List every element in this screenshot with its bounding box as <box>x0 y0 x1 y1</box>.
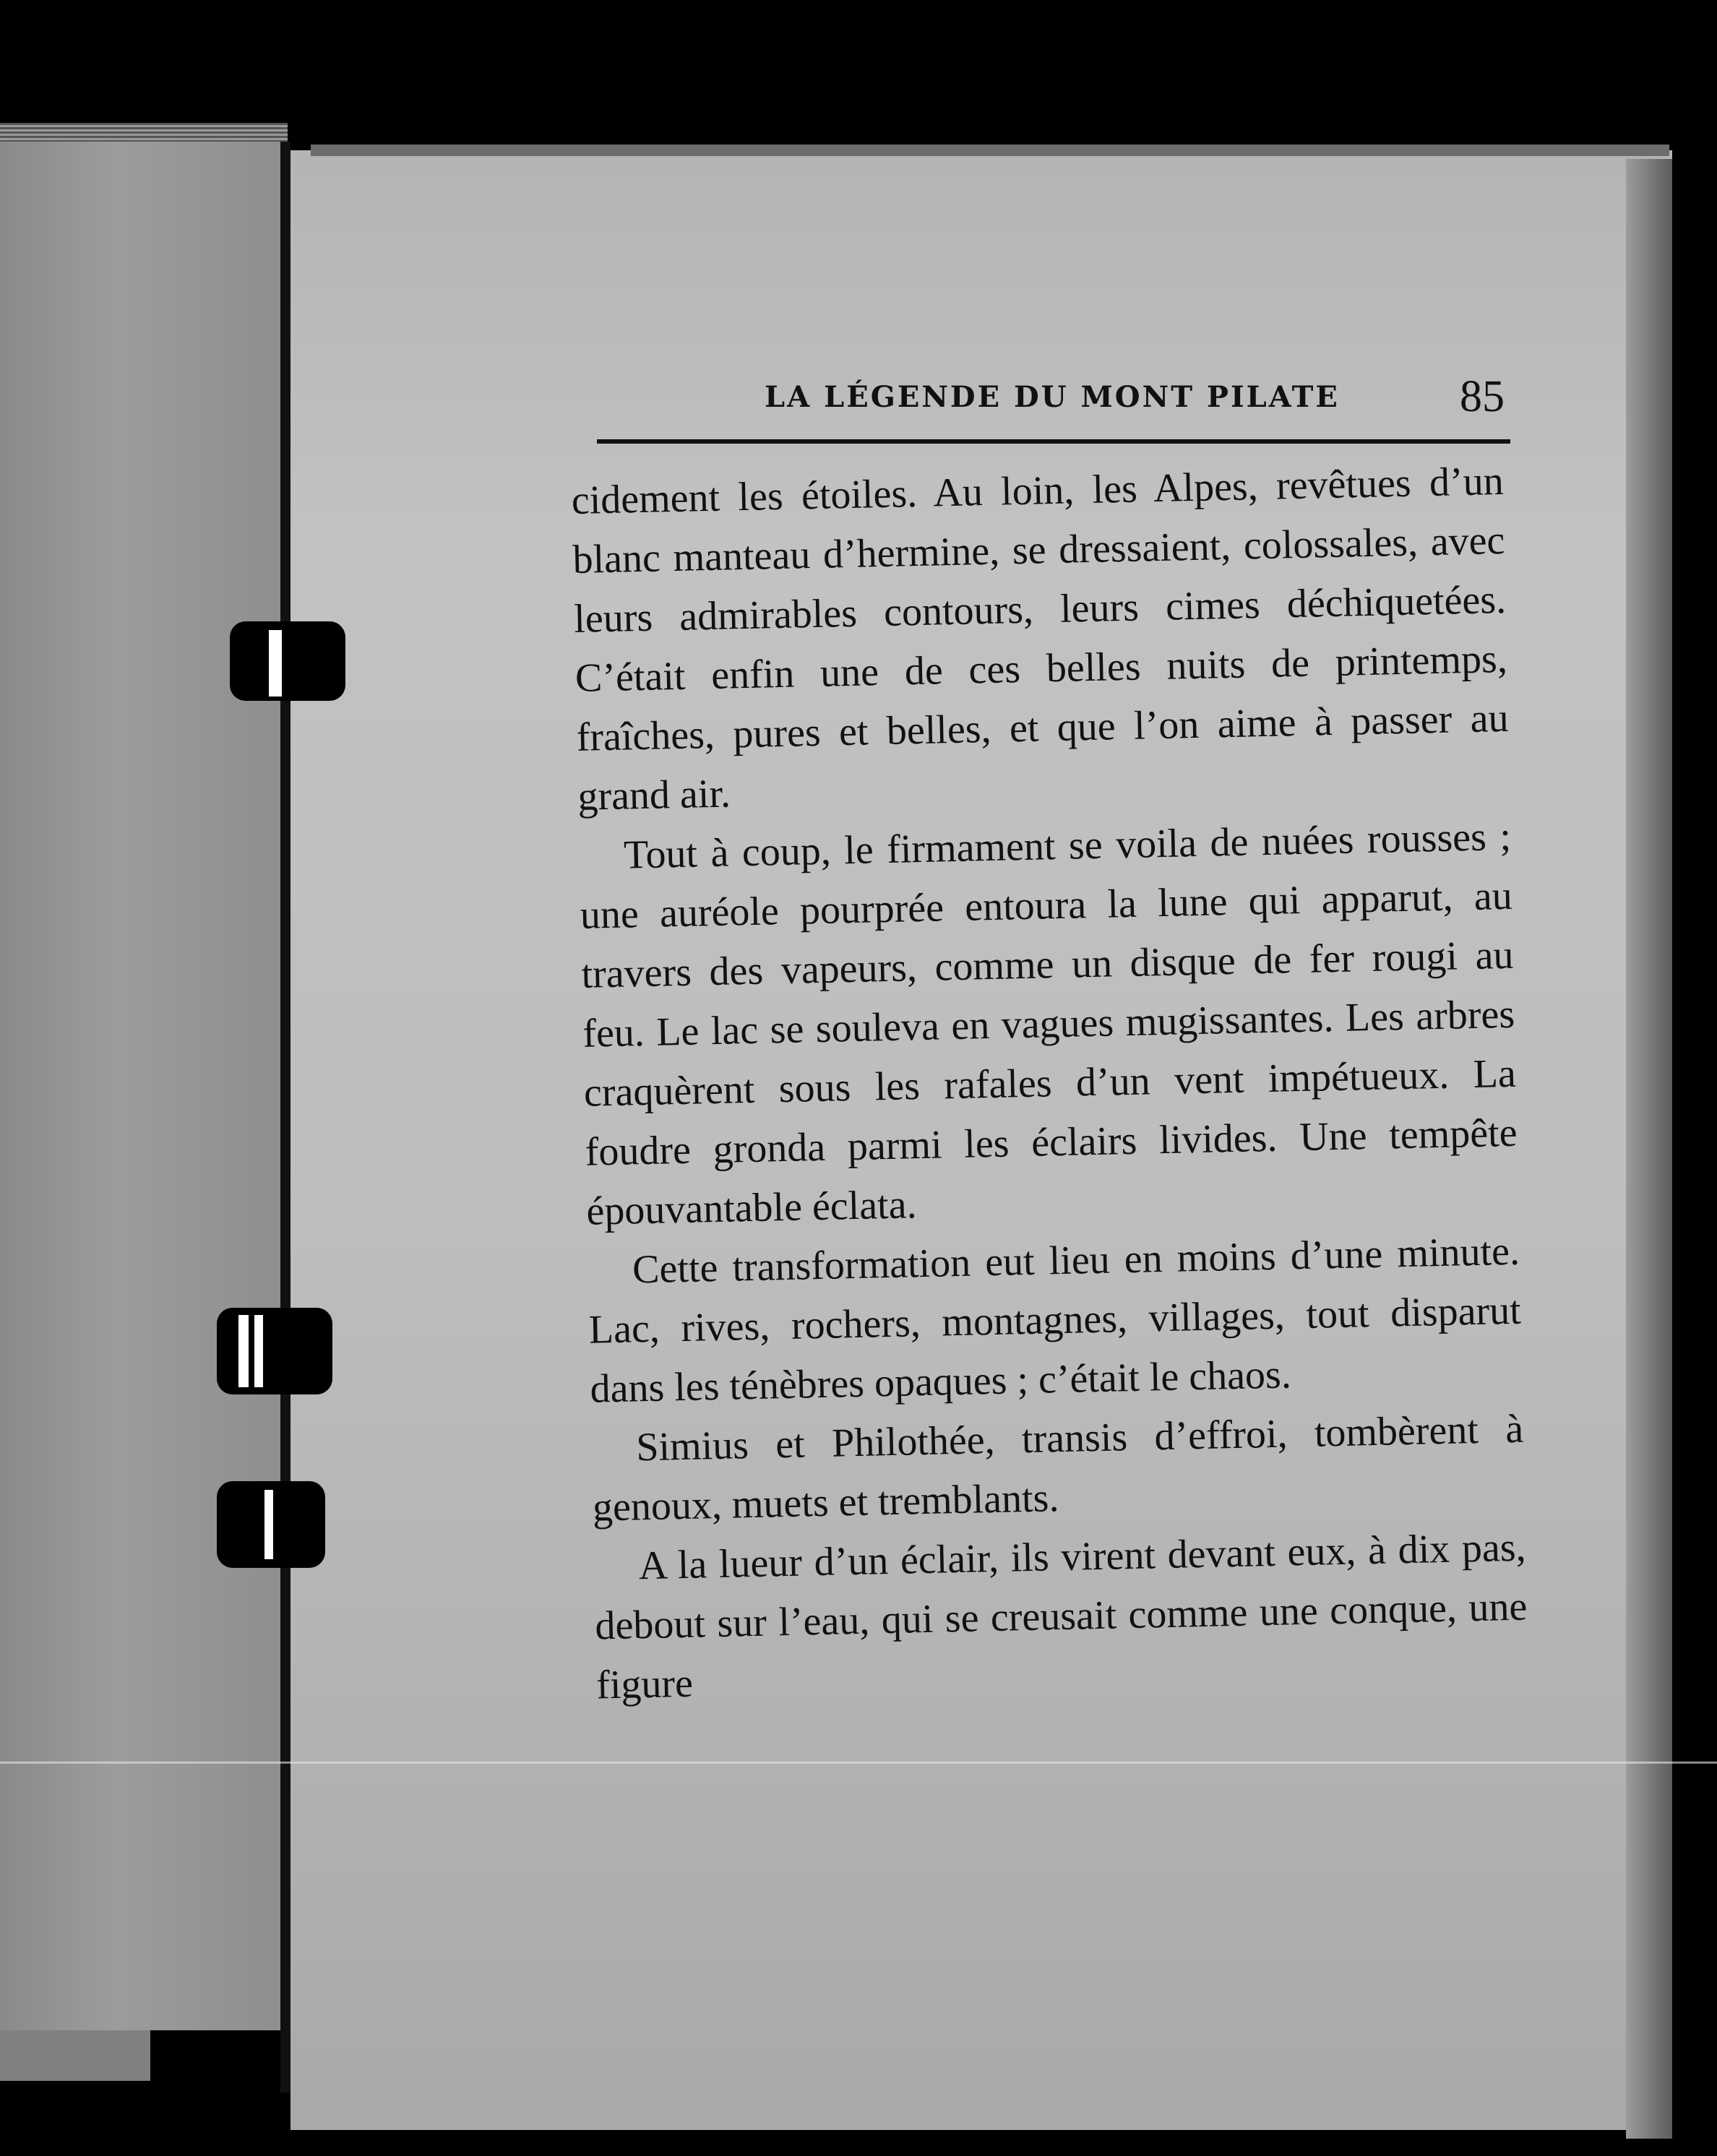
left-page-edge <box>0 123 288 142</box>
paragraph-2: Tout à coup, le firmament se voila de nuées rousses ; une auréole pourprée entoura la lune qui apparut, au travers des vapeurs, comme un disque de fer rougi au feu. Le lac se souleva en vagues mugissantes. Les arbres craquèrent sous les rafales d’un vent impétueux. La foudre gronda parmi les éclairs livides. Une tempête épouvantable éclata. <box>580 814 1518 1234</box>
right-page-fore-edge <box>1626 159 1672 2139</box>
scan-artifact-line <box>0 1762 1717 1764</box>
left-page-bottom <box>0 2030 150 2081</box>
binding-hole-2-highlight-b <box>254 1315 263 1387</box>
binding-hole-1-highlight <box>269 630 282 697</box>
binding-hole-2-highlight <box>238 1315 249 1387</box>
running-head <box>600 372 1510 434</box>
page-number: 85 <box>1460 372 1505 421</box>
binding-hole-3-highlight <box>264 1490 273 1559</box>
paragraph-4: Simius et Philothée, transis d’effroi, tombèrent à genoux, muets et tremblants. <box>592 1406 1524 1530</box>
body-text <box>571 452 1529 1715</box>
running-head-rule <box>597 439 1510 444</box>
book-spine <box>280 142 291 2092</box>
paragraph-3: Cette transformation eut lieu en moins d’une minute. Lac, rives, rochers, montagnes, villages, tout disparut dans les ténèbres opaques ; c’était le chaos. <box>588 1228 1522 1412</box>
left-page <box>0 123 288 2030</box>
running-head-title: LA LÉGENDE DU MONT PILATE <box>765 380 1340 414</box>
paragraph-5: A la lueur d’un éclair, ils virent devant eux, à dix pas, debout sur l’eau, qui se creusait comme une conque, une figure <box>594 1525 1528 1708</box>
binding-hole-2 <box>217 1308 332 1394</box>
paragraph-1: cidement les étoiles. Au loin, les Alpes, revêtues d’un blanc manteau d’hermine, se dressaient, colossales, avec leurs admirables contours, leurs cimes déchiquetées. C’était enfin une de ces belles nuits de printemps, fraîches, pures et belles, et que l’on aime à passer au grand air. <box>571 458 1510 819</box>
right-page-top-edge <box>311 145 1669 156</box>
binding-hole-1 <box>230 621 345 701</box>
